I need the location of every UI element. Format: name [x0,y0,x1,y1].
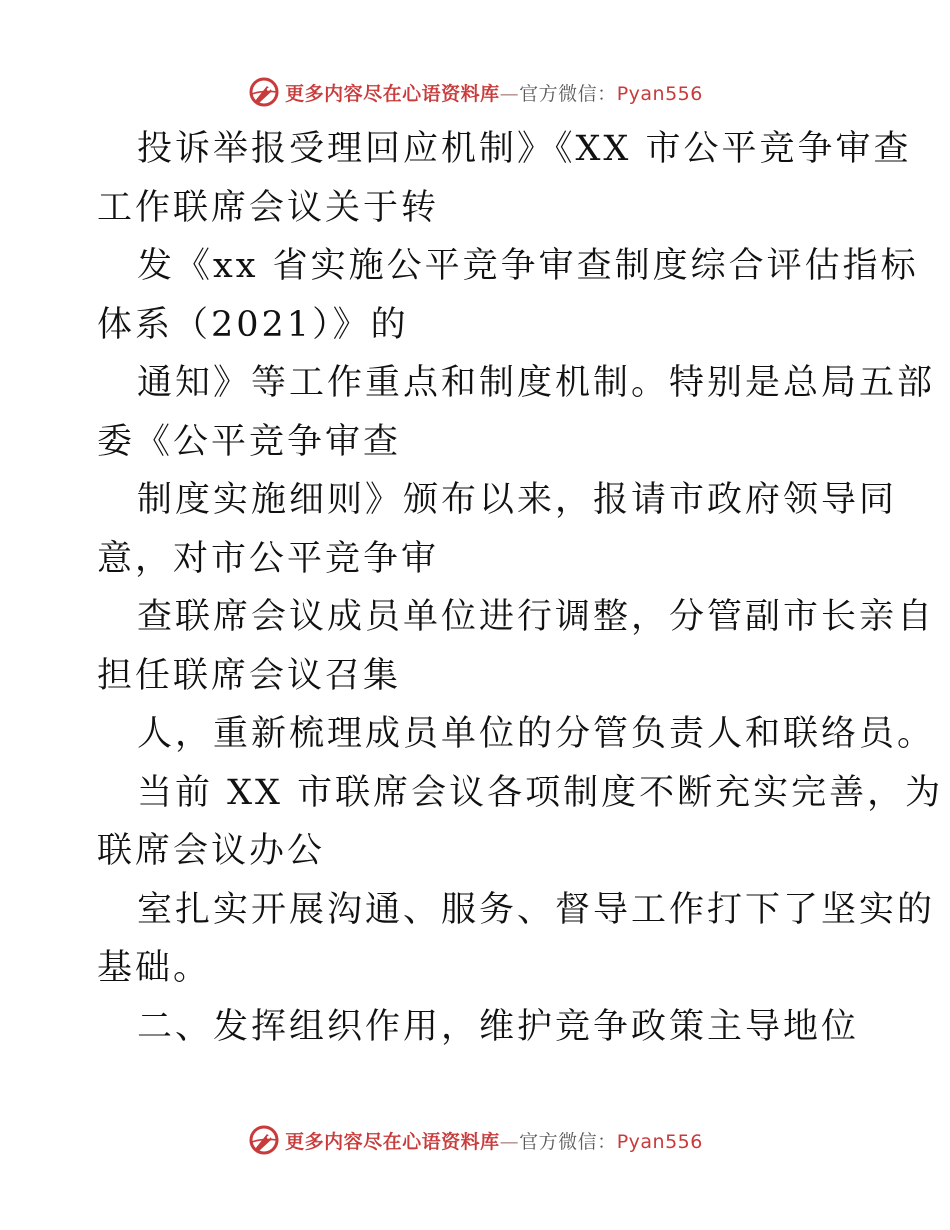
body-line: 室扎实开展沟通、服务、督导工作打下了坚实的 [137,889,936,930]
watermark-main-text: 更多内容尽在心语资料库 [285,82,500,105]
body-line: 担任联席会议召集 [97,655,402,696]
body-line: 体系（2021）》的 [97,304,409,345]
body-line: 人，重新梳理成员单位的分管负责人和联络员。 [137,714,936,754]
body-line: 发《xx 省实施公平竞争审查制度综合评估指标 [137,246,919,286]
footer-watermark [0,1120,950,1160]
pen-nib-logo-icon [247,75,281,109]
body-line: 投诉举报受理回应机制》《XX 市公平竞争审查 [137,129,912,169]
body-line: 委《公平竞争审查 [97,421,402,462]
header-watermark [0,72,950,112]
watermark-wechat-id: Pyan556 [616,82,703,105]
section-heading: 二、发挥组织作用，维护竞争政策主导地位 [137,1006,860,1047]
body-line: 意，对市公平竞争审 [97,538,440,579]
watermark-label: 官方微信： [519,82,617,105]
watermark-main-text: 更多内容尽在心语资料库 [285,1130,500,1153]
pen-nib-logo-icon [247,1123,281,1157]
watermark-separator: — [499,82,520,105]
body-line: 制度实施细则》颁布以来，报请市政府领导同 [137,480,898,520]
body-line: 联席会议办公 [97,831,326,871]
body-line: 查联席会议成员单位进行调整，分管副市长亲自 [137,597,936,637]
body-line: 当前 XX 市联席会议各项制度不断充实完善，为 [137,772,944,813]
watermark-wechat-id: Pyan556 [616,1130,703,1153]
watermark-separator: — [499,1130,520,1153]
body-line: 通知》等工作重点和制度机制。特别是总局五部 [137,363,936,403]
watermark-label: 官方微信： [519,1130,617,1153]
body-line: 基础。 [97,948,212,988]
document-body [97,120,944,1056]
body-line: 工作联席会议关于转 [97,187,440,228]
